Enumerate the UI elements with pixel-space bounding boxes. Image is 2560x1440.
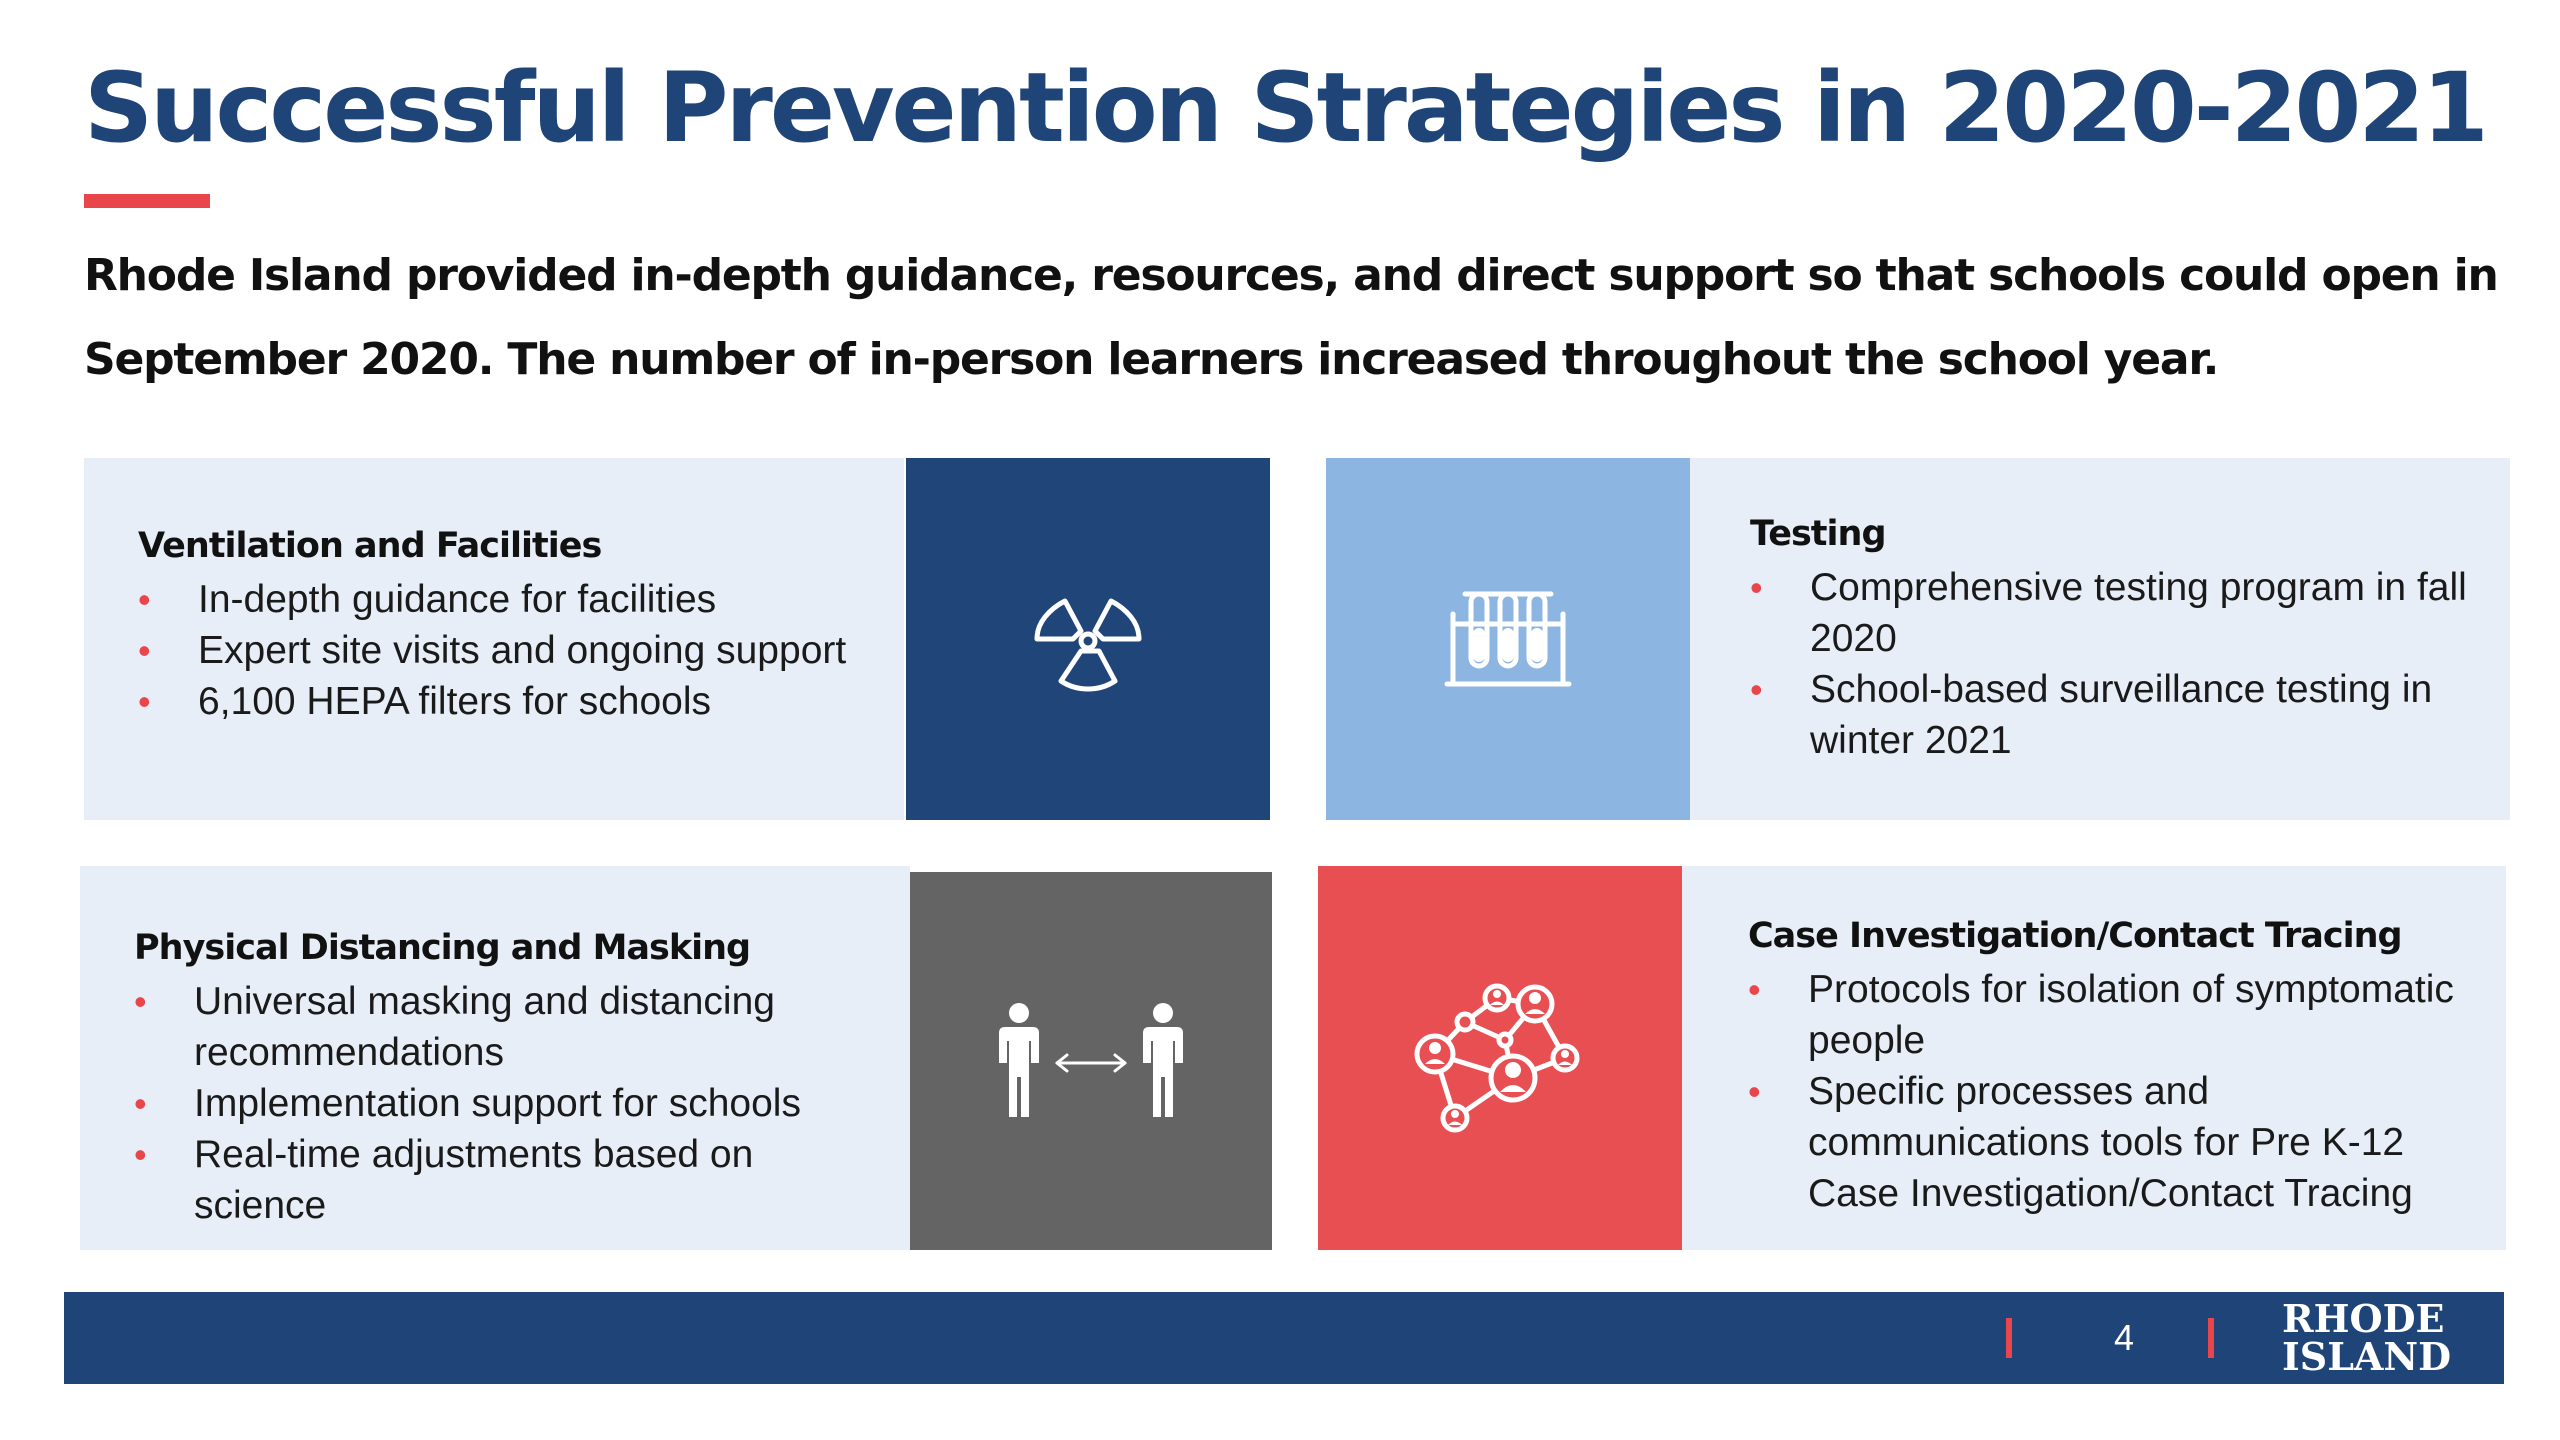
tracing-card-text (1748, 912, 2488, 1219)
bullet-dot: • (138, 630, 151, 671)
testing-card-bullets (1750, 562, 2470, 766)
list-item (134, 1078, 894, 1129)
bullet-dot: • (1750, 669, 1763, 710)
bullet-text: Specific processes and communications tools for Pre K-12 Case Investigation/Contact Tracing (1808, 1070, 2413, 1215)
list-item (134, 1129, 894, 1231)
bullet-text: Comprehensive testing program in fall 2020 (1810, 566, 2467, 660)
testing-icon-tile (1326, 458, 1690, 820)
bullet-dot: • (138, 681, 151, 722)
list-item (1750, 664, 2470, 766)
test-tubes-icon (1443, 584, 1573, 694)
ventilation-card-text (138, 522, 858, 727)
bullet-dot: • (1748, 1071, 1761, 1112)
bullet-text: School-based surveillance testing in winter 2021 (1810, 668, 2433, 762)
distancing-card-bullets (134, 976, 894, 1231)
bullet-dot: • (138, 579, 151, 620)
ventilation-fan-icon (1023, 579, 1153, 699)
footer-divider-left (2006, 1318, 2012, 1358)
tracing-icon-tile (1318, 866, 1682, 1250)
footer-divider-right (2208, 1318, 2214, 1358)
list-item (138, 676, 858, 727)
distancing-card-heading: Physical Distancing and Masking (134, 928, 751, 968)
bullet-text: Universal masking and distancing recommendations (194, 980, 775, 1074)
list-item (134, 976, 894, 1078)
bullet-dot: • (1748, 969, 1761, 1010)
ventilation-card-heading: Ventilation and Facilities (138, 526, 602, 566)
testing-card-text (1750, 510, 2470, 766)
bullet-text: Real-time adjustments based on science (194, 1133, 754, 1227)
bullet-text: Implementation support for schools (194, 1082, 801, 1125)
bullet-text: Expert site visits and ongoing support (198, 629, 847, 672)
distancing-card-text (134, 924, 894, 1231)
logo-line-2: ISLAND (2282, 1334, 2452, 1379)
title-accent-bar (84, 194, 210, 208)
social-distancing-icon (991, 1001, 1191, 1121)
testing-card-heading: Testing (1750, 514, 1886, 554)
list-item (1750, 562, 2470, 664)
tracing-card-heading: Case Investigation/Contact Tracing (1748, 916, 2402, 956)
list-item (138, 574, 858, 625)
list-item (1748, 1066, 2488, 1219)
ventilation-icon-tile (906, 458, 1270, 820)
footer-bar (64, 1292, 2504, 1384)
list-item (1748, 964, 2488, 1066)
slide-subtitle: Rhode Island provided in-depth guidance, resources, and direct support so that schools could open in September 2020. The number of in-person learners increased throughout the school year. (84, 250, 2498, 385)
bullet-dot: • (134, 1134, 147, 1175)
bullet-dot: • (1750, 567, 1763, 608)
logo-line-1: RHODE (2282, 1296, 2445, 1341)
rhode-island-logo (2282, 1296, 2482, 1379)
bullet-dot: • (134, 981, 147, 1022)
distancing-icon-tile (910, 872, 1272, 1250)
ventilation-card-bullets (138, 574, 858, 727)
bullet-text: In-depth guidance for facilities (198, 578, 717, 621)
tracing-card-bullets (1748, 964, 2488, 1219)
contact-network-icon (1405, 978, 1595, 1138)
bullet-text: 6,100 HEPA filters for schools (198, 680, 712, 723)
slide-title: Successful Prevention Strategies in 2020-2021 (84, 52, 2486, 164)
bullet-dot: • (134, 1083, 147, 1124)
bullet-text: Protocols for isolation of symptomatic people (1808, 968, 2454, 1062)
page-number: 4 (2113, 1317, 2135, 1358)
list-item (138, 625, 858, 676)
